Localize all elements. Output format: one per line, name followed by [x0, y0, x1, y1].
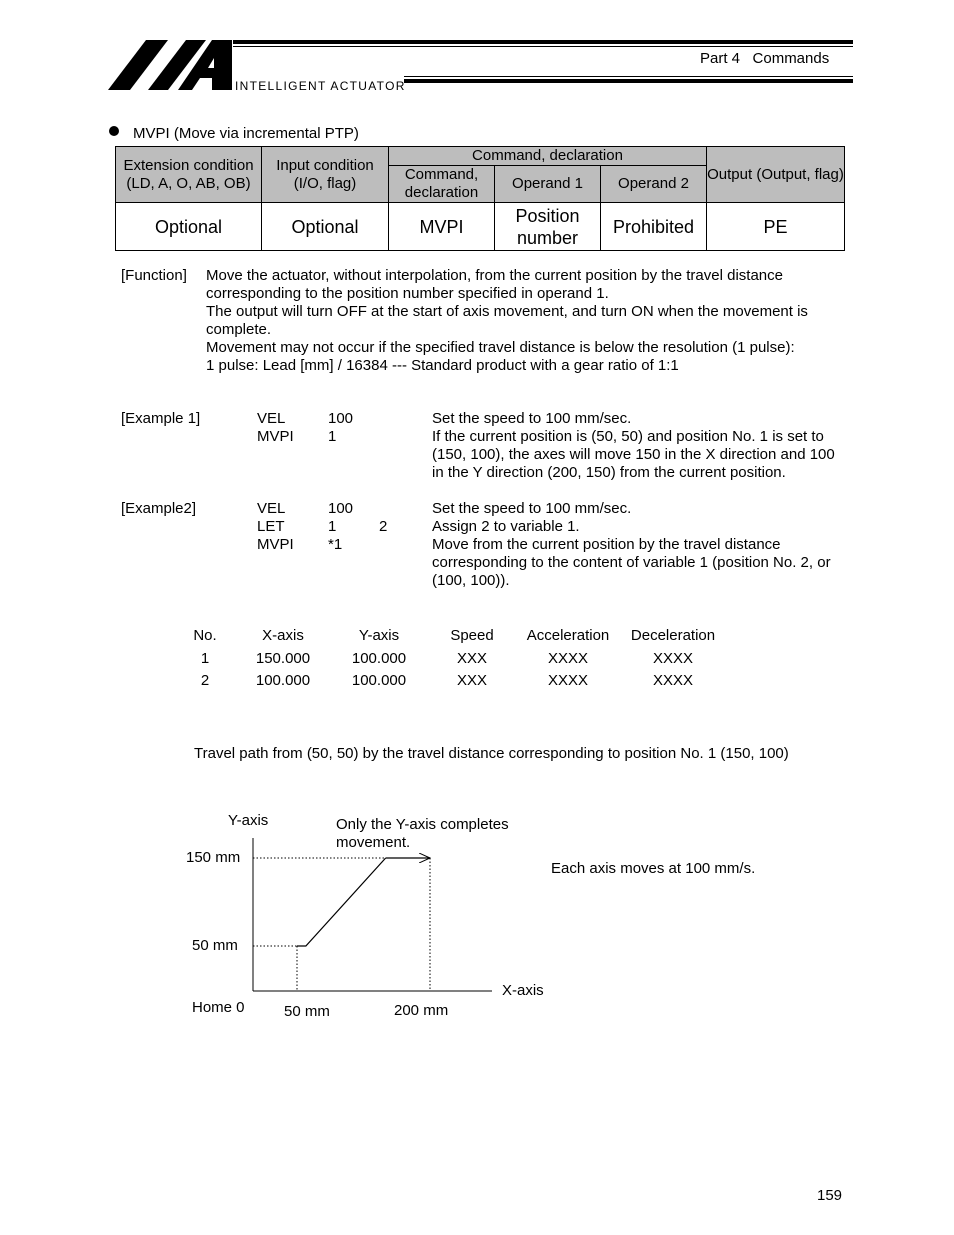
example1-comment: Set the speed to 100 mm/sec.	[432, 410, 632, 427]
side-note: Each axis moves at 100 mm/s.	[551, 860, 756, 877]
example1-op1: 1	[328, 428, 337, 445]
header-operand1: Operand 1	[495, 166, 601, 203]
example2-label: [Example2]	[121, 500, 197, 517]
position-header: Deceleration	[630, 627, 716, 644]
part-label: Part 4 Commands	[700, 50, 830, 67]
position-cell: 1	[200, 650, 210, 667]
x-axis-label: X-axis	[502, 982, 544, 999]
example1-cmd: VEL	[257, 410, 286, 427]
page-number: 159	[817, 1187, 843, 1204]
cell-operand1: Position number	[495, 203, 601, 251]
function-line: Movement may not occur if the specified travel distance is below the resolution (1 pulse):	[206, 339, 795, 356]
function-label: [Function]	[121, 267, 187, 284]
function-line: complete.	[206, 321, 272, 338]
example1-cmd: MVPI	[257, 428, 294, 445]
function-line: corresponding to the position number specified in operand 1.	[206, 285, 609, 302]
example2-comment: Set the speed to 100 mm/sec.	[432, 500, 632, 517]
header-extension: Extension condition (LD, A, O, AB, OB)	[116, 147, 262, 203]
y-axis-label: Y-axis	[228, 812, 269, 829]
travel-path-chart	[170, 800, 570, 1030]
travel-caption: Travel path from (50, 50) by the travel distance corresponding to position No. 1 (150, 100)	[194, 745, 789, 762]
annotation-line: Only the Y-axis completes	[336, 816, 509, 833]
position-cell: 100.000	[351, 650, 407, 667]
brand-text: INTELLIGENT ACTUATOR	[235, 79, 406, 93]
header-output: Output (Output, flag)	[707, 147, 845, 203]
section-title: MVPI (Move via incremental PTP)	[133, 125, 359, 142]
bullet-icon	[109, 126, 119, 136]
position-cell: 2	[200, 672, 210, 689]
position-cell: XXXX	[547, 650, 589, 667]
annotation-line: movement.	[336, 834, 411, 851]
position-cell: 100.000	[351, 672, 407, 689]
position-cell: XXXX	[652, 672, 694, 689]
position-cell: 100.000	[255, 672, 311, 689]
command-table	[115, 146, 845, 251]
y-tick-150: 150 mm	[186, 849, 241, 866]
example1-comment: If the current position is (50, 50) and position No. 1 is set to	[432, 428, 824, 445]
position-cell: 150.000	[255, 650, 311, 667]
origin-label: Home 0	[192, 999, 245, 1016]
cell-command: MVPI	[389, 203, 495, 251]
header-command: Command, declaration	[389, 166, 495, 203]
example1-comment-cont: (150, 100), the axes will move 150 in the X direction and 100	[432, 446, 835, 463]
example1-label: [Example 1]	[121, 410, 201, 427]
position-header: No.	[193, 627, 217, 644]
cell-input: Optional	[262, 203, 389, 251]
cell-output: PE	[707, 203, 845, 251]
y-tick-50: 50 mm	[192, 937, 238, 954]
header-rule-bottom-thin	[404, 76, 853, 77]
position-header: Acceleration	[526, 627, 610, 644]
header-rule-top-thin	[233, 46, 853, 47]
example2-comment: Move from the current position by the travel distance	[432, 536, 781, 553]
x-tick-50: 50 mm	[284, 1003, 330, 1020]
header-command-group: Command, declaration	[389, 147, 707, 166]
example2-comment-cont: (100, 100)).	[432, 572, 510, 589]
position-header: Speed	[450, 627, 494, 644]
cell-operand2: Prohibited	[601, 203, 707, 251]
travel-path-line	[297, 858, 386, 946]
function-line: 1 pulse: Lead [mm] / 16384 --- Standard product with a gear ratio of 1:1	[206, 357, 679, 374]
position-header: Y-axis	[358, 627, 400, 644]
position-cell: XXX	[456, 650, 487, 667]
example1-op1: 100	[328, 410, 354, 427]
example2-op2: 2	[379, 518, 388, 535]
example2-cmd: LET	[257, 518, 285, 535]
iai-logo	[108, 38, 236, 97]
header-rule-top	[233, 40, 853, 44]
cell-extension: Optional	[116, 203, 262, 251]
function-line: The output will turn OFF at the start of axis movement, and turn ON when the movement is	[206, 303, 808, 320]
example2-cmd: VEL	[257, 500, 286, 517]
example2-comment: Assign 2 to variable 1.	[432, 518, 580, 535]
position-cell: XXX	[456, 672, 487, 689]
x-tick-200: 200 mm	[394, 1002, 449, 1019]
example2-op1: *1	[328, 536, 343, 553]
position-cell: XXXX	[652, 650, 694, 667]
header-input: Input condition (I/O, flag)	[262, 147, 389, 203]
example1-comment-cont: in the Y direction (200, 150) from the current position.	[432, 464, 786, 481]
position-cell: XXXX	[547, 672, 589, 689]
example2-op1: 1	[328, 518, 337, 535]
header-operand2: Operand 2	[601, 166, 707, 203]
example2-cmd: MVPI	[257, 536, 294, 553]
example2-comment-cont: corresponding to the content of variable 1 (position No. 2, or	[432, 554, 831, 571]
position-header: X-axis	[262, 627, 304, 644]
header-rule-bottom	[404, 79, 853, 83]
example2-op1: 100	[328, 500, 354, 517]
function-line: Move the actuator, without interpolation, from the current position by the travel distance	[206, 267, 783, 284]
